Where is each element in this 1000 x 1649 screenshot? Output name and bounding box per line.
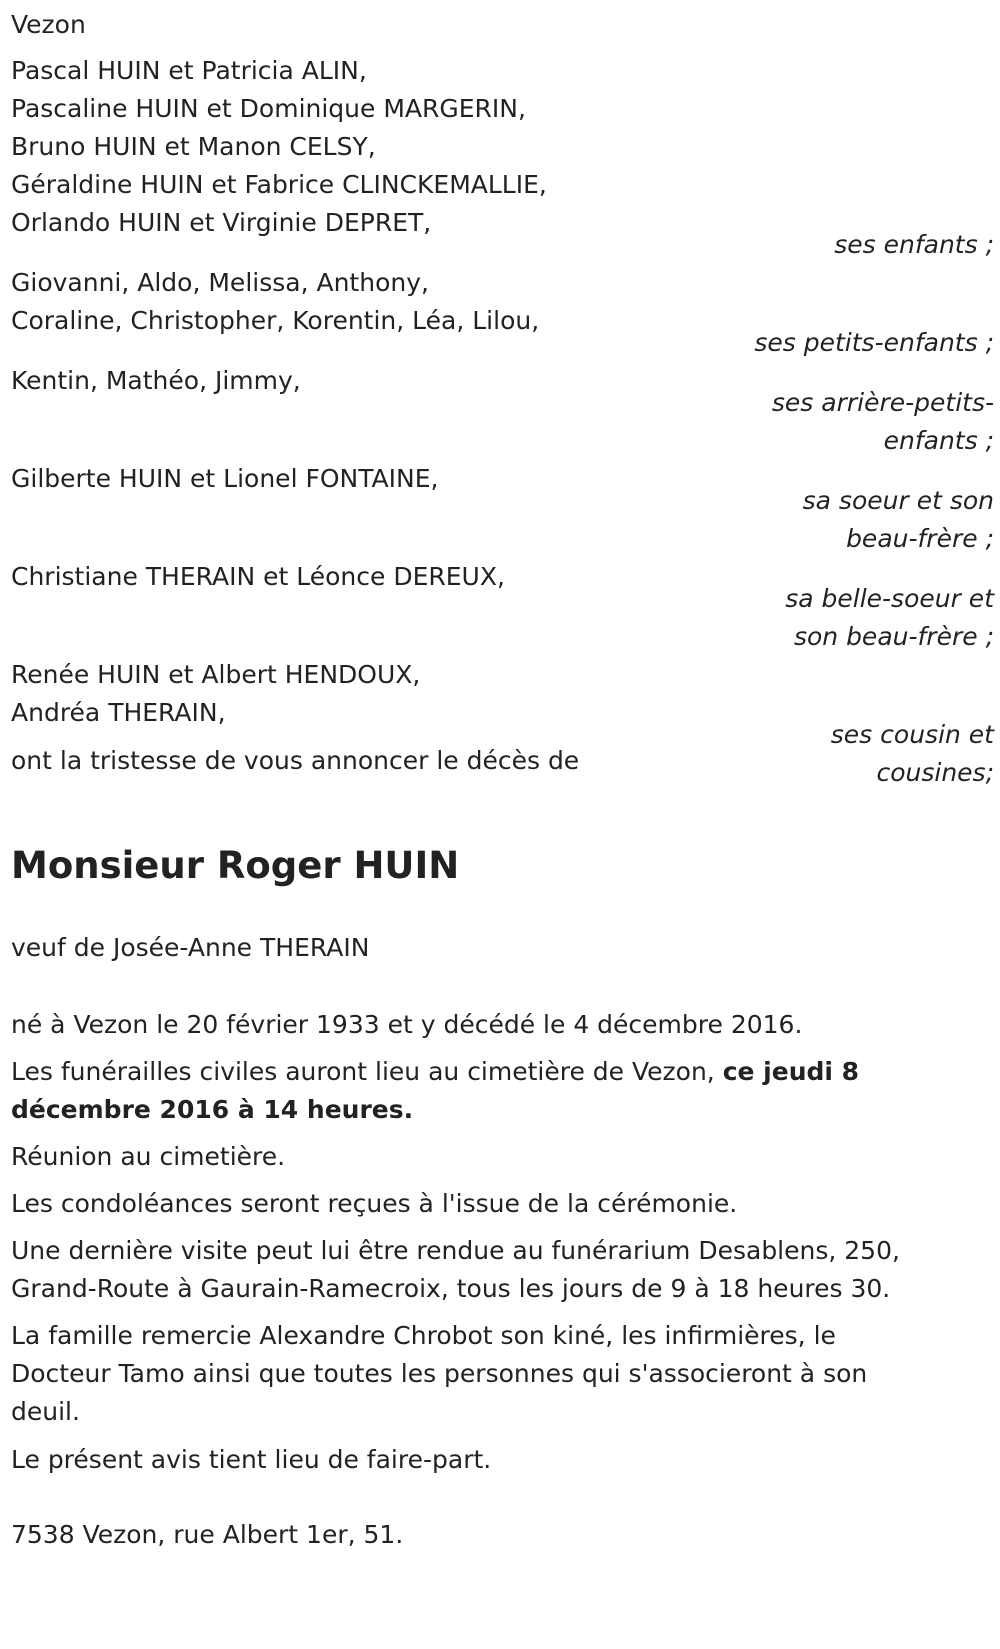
- name-line: Gilberte HUIN et Lionel FONTAINE,: [11, 464, 439, 493]
- relation-line: ses arrière-petits-: [771, 388, 994, 417]
- sister-relation: [803, 482, 994, 558]
- funeral-text: Les funérailles civiles auront lieu au cimetière de Vezon,: [11, 1057, 723, 1086]
- sister-in-law-names: [11, 558, 505, 596]
- sister-in-law-relation: [785, 580, 994, 656]
- name-line: Coraline, Christopher, Korentin, Léa, Lilou,: [11, 306, 540, 335]
- great-grandchildren-names: [11, 362, 301, 400]
- name-line: Orlando HUIN et Virginie DEPRET,: [11, 208, 432, 237]
- widower-of: veuf de Josée-Anne THERAIN: [11, 933, 370, 962]
- thanks-line: deuil.: [11, 1397, 80, 1426]
- relation-line: beau-frère ;: [846, 524, 994, 553]
- name-line: Kentin, Mathéo, Jimmy,: [11, 366, 301, 395]
- name-line: Pascal HUIN et Patricia ALIN,: [11, 56, 367, 85]
- funeral-date-bold: décembre 2016 à 14 heures.: [11, 1095, 414, 1124]
- deceased-name: Monsieur Roger HUIN: [11, 844, 460, 887]
- grandchildren-relation: ses petits-enfants ;: [754, 328, 994, 357]
- thanks-line: La famille remercie Alexandre Chrobot son kiné, les infirmières, le: [11, 1321, 836, 1350]
- relation-line: son beau-frère ;: [793, 622, 994, 651]
- thanks-paragraph: [11, 1317, 941, 1431]
- relation-line: ses cousin et: [830, 720, 994, 749]
- name-line: Géraldine HUIN et Fabrice CLINCKEMALLIE,: [11, 170, 547, 199]
- relation-line: sa soeur et son: [802, 486, 994, 515]
- name-line: Giovanni, Aldo, Melissa, Anthony,: [11, 268, 429, 297]
- grandchildren-names: [11, 264, 539, 340]
- announcement-text: ont la tristesse de vous annoncer le décès de: [11, 746, 580, 775]
- cousins-names: [11, 656, 420, 732]
- funeral-date-bold: ce jeudi 8: [722, 1057, 860, 1086]
- children-relation: ses enfants ;: [834, 230, 994, 259]
- place-name: Vezon: [11, 10, 86, 39]
- thanks-line: Docteur Tamo ainsi que toutes les personnes qui s'associeront à son: [11, 1359, 868, 1388]
- funeral-line-2: [11, 1091, 941, 1129]
- visit-line: Une dernière visite peut lui être rendue au funérarium Desablens, 250,: [11, 1236, 900, 1265]
- name-line: Bruno HUIN et Manon CELSY,: [11, 132, 376, 161]
- birth-death: né à Vezon le 20 février 1933 et y décédé le 4 décembre 2016.: [11, 1010, 803, 1039]
- great-grandchildren-relation: [772, 384, 994, 460]
- relation-line: sa belle-soeur et: [785, 584, 994, 613]
- visit-paragraph: [11, 1232, 941, 1308]
- name-line: Pascaline HUIN et Dominique MARGERIN,: [11, 94, 526, 123]
- children-names: [11, 52, 547, 242]
- name-line: Christiane THERAIN et Léonce DEREUX,: [11, 562, 505, 591]
- address-text: 7538 Vezon, rue Albert 1er, 51.: [11, 1520, 404, 1549]
- meeting-text: Réunion au cimetière.: [11, 1142, 286, 1171]
- cousins-relation: [831, 716, 994, 792]
- notice-text: Le présent avis tient lieu de faire-part.: [11, 1445, 492, 1474]
- sister-names: [11, 460, 438, 498]
- name-line: Renée HUIN et Albert HENDOUX,: [11, 660, 421, 689]
- relation-line: enfants ;: [883, 426, 994, 455]
- visit-line: Grand-Route à Gaurain-Ramecroix, tous les jours de 9 à 18 heures 30.: [11, 1274, 891, 1303]
- funeral-paragraph: [11, 1053, 941, 1129]
- name-line: Andréa THERAIN,: [11, 698, 226, 727]
- relation-line: cousines;: [876, 758, 994, 787]
- funeral-line-1: [11, 1053, 941, 1091]
- condolences-text: Les condoléances seront reçues à l'issue de la cérémonie.: [11, 1189, 738, 1218]
